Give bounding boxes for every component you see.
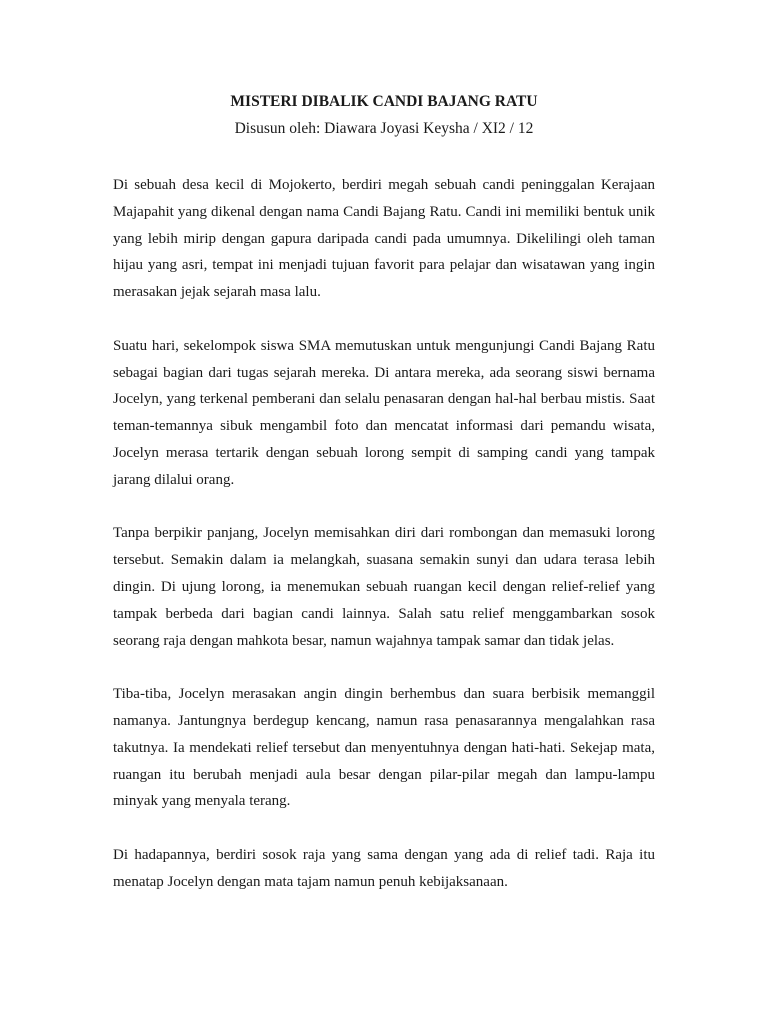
paragraph-3: Tanpa berpikir panjang, Jocelyn memisahkan diri dari rombongan dan memasuki lorong tersebut. Semakin dalam ia melangkah, suasana semakin sunyi dan udara terasa lebih dingin. Di ujung lorong, ia menemukan sebuah ruangan kecil dengan relief-relief yang tampak berbeda dari bagian candi lainnya. Salah satu relief menggambarkan sosok seorang raja dengan mahkota besar, namun wajahnya tampak samar dan tidak jelas. [113,525,655,649]
paragraph-5: Di hadapannya, berdiri sosok raja yang sama dengan yang ada di relief tadi. Raja itu menatap Jocelyn dengan mata tajam namun penuh kebijaksanaan. [113,846,655,890]
story-body [113,172,655,896]
paragraph-1: Di sebuah desa kecil di Mojokerto, berdiri megah sebuah candi peninggalan Kerajaan Majapahit yang dikenal dengan nama Candi Bajang Ratu. Candi ini memiliki bentuk unik yang lebih mirip dengan gapura daripada candi pada umumnya. Dikelilingi oleh taman hijau yang asri, tempat ini menjadi tujuan favorit para pelajar dan wisatawan yang ingin merasakan jejak sejarah masa lalu. [113,177,655,301]
paragraph-2: Suatu hari, sekelompok siswa SMA memutuskan untuk mengunjungi Candi Bajang Ratu sebagai bagian dari tugas sejarah mereka. Di antara mereka, ada seorang siswi bernama Jocelyn, yang terkenal pemberani dan selalu penasaran dengan hal-hal berbau mistis. Saat teman-temannya sibuk mengambil foto dan mencatat informasi dari pemandu wisata, Jocelyn merasa tertarik dengan sebuah lorong sempit di samping candi yang tampak jarang dilalui orang. [113,337,655,488]
document-title: MISTERI DIBALIK CANDI BAJANG RATU [230,93,538,110]
document-author-line: Disusun oleh: Diawara Joyasi Keysha / XI2 / 12 [234,120,534,137]
paragraph-4: Tiba-tiba, Jocelyn merasakan angin dingin berhembus dan suara berbisik memanggil namanya. Jantungnya berdegup kencang, namun rasa penasarannya mengalahkan rasa takutnya. Ia mendekati relief tersebut dan menyentuhnya dengan hati-hati. Sekejap mata, ruangan itu berubah menjadi aula besar dengan pilar-pilar megah dan lampu-lampu minyak yang menyala terang. [113,686,655,810]
